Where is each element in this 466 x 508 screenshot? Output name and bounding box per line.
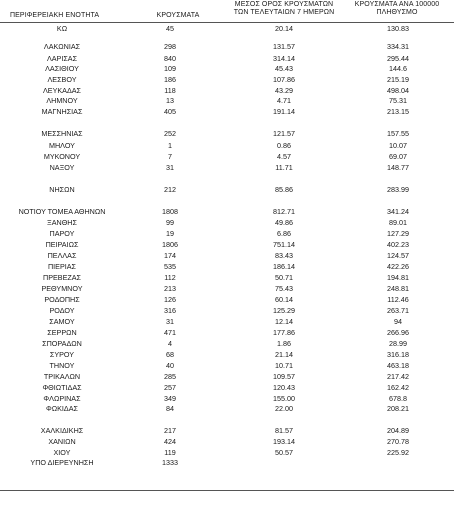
region-cell: ΣΑΜΟΥ	[49, 317, 75, 326]
per100k-cell: 10.07	[389, 141, 407, 150]
table-row	[0, 295, 466, 304]
region-cell: ΣΕΡΡΩΝ	[47, 328, 77, 337]
region-cell: ΤΡΙΚΑΛΩΝ	[43, 372, 81, 381]
per100k-cell: 678.8	[389, 394, 407, 403]
bottom-divider	[0, 490, 454, 491]
region-cell: ΛΕΣΒΟΥ	[47, 75, 77, 84]
table-row	[0, 426, 466, 435]
avg-cell: 191.14	[273, 107, 295, 116]
cases-cell: 1333	[162, 458, 178, 467]
cases-cell: 285	[164, 372, 176, 381]
cases-cell: 424	[164, 437, 176, 446]
cases-cell: 109	[164, 64, 176, 73]
region-cell: ΜΑΓΝΗΣΙΑΣ	[41, 107, 83, 116]
per100k-cell: 422.26	[387, 262, 409, 271]
avg-cell: 125.29	[273, 306, 295, 315]
per100k-cell: 283.99	[387, 185, 409, 194]
per100k-cell: 28.99	[389, 339, 407, 348]
avg-cell: 50.57	[275, 448, 293, 457]
region-cell: ΜΗΛΟΥ	[49, 141, 75, 150]
avg-cell: 50.71	[275, 273, 293, 282]
table-row	[0, 317, 466, 326]
cases-cell: 217	[164, 426, 176, 435]
per100k-cell: 215.19	[387, 75, 409, 84]
avg-cell: 49.86	[275, 218, 293, 227]
per100k-cell: 162.42	[387, 383, 409, 392]
region-cell: ΠΑΡΟΥ	[49, 229, 75, 238]
cases-cell: 84	[166, 404, 174, 413]
per100k-cell: 316.18	[387, 350, 409, 359]
per100k-cell: 75.31	[389, 96, 407, 105]
region-cell: ΧΙΟΥ	[53, 448, 71, 457]
region-cell: ΠΙΕΡΙΑΣ	[47, 262, 76, 271]
region-cell: ΡΕΘΥΜΝΟΥ	[41, 284, 83, 293]
region-cell: ΠΡΕΒΕΖΑΣ	[43, 273, 81, 282]
avg-cell: 81.57	[275, 426, 293, 435]
cases-cell: 212	[164, 185, 176, 194]
table-row	[0, 218, 466, 227]
region-cell: ΝΟΤΙΟΥ ΤΟΜΕΑ ΑΘΗΝΩΝ	[18, 207, 106, 216]
table-row	[0, 458, 466, 467]
cases-cell: 119	[164, 448, 176, 457]
header-cases: ΚΡΟΥΣΜΑΤΑ	[156, 12, 200, 19]
avg-cell: 12.14	[275, 317, 293, 326]
header-avg-7-days	[226, 1, 342, 17]
region-cell: ΚΩ	[56, 24, 68, 33]
header-avg-line2: ΤΩΝ ΤΕΛΕΥΤΑΙΩΝ 7 ΗΜΕΡΩΝ	[233, 9, 335, 16]
avg-cell: 109.57	[273, 372, 295, 381]
table-row	[0, 394, 466, 403]
region-cell: ΛΕΥΚΑΔΑΣ	[42, 86, 81, 95]
table-row	[0, 328, 466, 337]
header-per-line2: ΠΛΗΘΥΣΜΟ	[376, 9, 418, 16]
per100k-cell: 69.07	[389, 152, 407, 161]
avg-cell: 20.14	[275, 24, 293, 33]
avg-cell: 45.43	[275, 64, 293, 73]
table-row	[0, 306, 466, 315]
avg-cell: 83.43	[275, 251, 293, 260]
avg-cell: 11.71	[275, 163, 293, 172]
avg-cell: 6.86	[277, 229, 291, 238]
table-row	[0, 448, 466, 457]
cases-cell: 186	[164, 75, 176, 84]
header-region: ΠΕΡΙΦΕΡΕΙΑΚΗ ΕΝΟΤΗΤΑ	[10, 12, 100, 19]
per100k-cell: 112.46	[387, 295, 409, 304]
table-row	[0, 273, 466, 282]
table-row	[0, 361, 466, 370]
per100k-cell: 144.6	[389, 64, 407, 73]
avg-cell: 131.57	[273, 42, 295, 51]
avg-cell: 121.57	[273, 129, 295, 138]
region-cell: ΧΑΝΙΩΝ	[48, 437, 76, 446]
avg-cell: 4.71	[277, 96, 291, 105]
table-row	[0, 107, 466, 116]
per100k-cell: 334.31	[387, 42, 409, 51]
per100k-cell: 498.04	[387, 86, 409, 95]
per100k-cell: 208.21	[387, 404, 409, 413]
region-cell: ΛΑΣΙΘΙΟΥ	[45, 64, 79, 73]
cases-cell: 68	[166, 350, 174, 359]
table-row	[0, 96, 466, 105]
per100k-cell: 341.24	[387, 207, 409, 216]
table-row	[0, 350, 466, 359]
avg-cell: 120.43	[273, 383, 295, 392]
table-row	[0, 152, 466, 161]
cases-cell: 4	[168, 339, 172, 348]
avg-cell: 10.71	[275, 361, 293, 370]
per100k-cell: 270.78	[387, 437, 409, 446]
cases-cell: 1	[168, 141, 172, 150]
cases-cell: 174	[164, 251, 176, 260]
region-cell: ΛΑΡΙΣΑΣ	[46, 53, 78, 63]
table-row	[0, 404, 466, 413]
avg-cell: 0.86	[277, 141, 291, 150]
avg-cell: 193.14	[273, 437, 295, 446]
cases-cell: 99	[166, 218, 174, 227]
cases-cell: 840	[164, 53, 176, 63]
cases-cell: 13	[166, 96, 174, 105]
table-row	[0, 437, 466, 446]
region-cell: ΝΑΞΟΥ	[49, 163, 75, 172]
cases-cell: 118	[164, 86, 176, 95]
per100k-cell: 127.29	[387, 229, 409, 238]
table-row	[0, 75, 466, 84]
per100k-cell: 157.55	[387, 129, 409, 138]
region-cell: ΡΟΔΟΥ	[49, 306, 75, 315]
table-row	[0, 383, 466, 392]
cases-cell: 19	[166, 229, 174, 238]
avg-cell: 75.43	[275, 284, 293, 293]
region-cell: ΧΑΛΚΙΔΙΚΗΣ	[40, 426, 84, 435]
table-row	[0, 207, 466, 216]
region-cell: ΤΗΝΟΥ	[49, 361, 75, 370]
table-row	[0, 24, 466, 33]
cases-cell: 316	[164, 306, 176, 315]
table-row	[0, 229, 466, 238]
cases-cell: 7	[168, 152, 172, 161]
per100k-cell: 130.83	[387, 24, 409, 33]
cases-cell: 405	[164, 107, 176, 116]
region-cell: ΜΕΣΣΗΝΙΑΣ	[41, 129, 83, 138]
cases-cell: 252	[164, 129, 176, 138]
cases-cell: 535	[164, 262, 176, 271]
region-cell: ΝΗΣΩΝ	[49, 185, 75, 194]
region-cell: ΦΘΙΩΤΙΔΑΣ	[42, 383, 82, 392]
table-row	[0, 185, 466, 194]
avg-cell: 60.14	[275, 295, 293, 304]
table-row	[0, 129, 466, 138]
per100k-cell: 213.15	[387, 107, 409, 116]
avg-cell: 85.86	[275, 185, 293, 194]
avg-cell: 4.57	[277, 152, 291, 161]
avg-cell: 812.71	[273, 207, 295, 216]
cases-cell: 1806	[162, 240, 178, 249]
per100k-cell: 204.89	[387, 426, 409, 435]
avg-cell: 314.14	[273, 53, 295, 63]
cases-cell: 112	[164, 273, 176, 282]
region-cell: ΦΛΩΡΙΝΑΣ	[43, 394, 81, 403]
header-per-100k	[340, 1, 454, 17]
avg-cell: 43.29	[275, 86, 293, 95]
region-cell: ΣΠΟΡΑΔΩΝ	[42, 339, 82, 348]
per100k-cell: 402.23	[387, 240, 409, 249]
per100k-cell: 194.81	[387, 273, 409, 282]
region-cell: ΞΑΝΘΗΣ	[47, 218, 77, 227]
table-row	[0, 86, 466, 95]
per100k-cell: 266.96	[387, 328, 409, 337]
region-cell: ΜΥΚΟΝΟΥ	[43, 152, 81, 161]
table-row	[0, 54, 466, 63]
region-cell: ΣΥΡΟΥ	[49, 350, 75, 359]
per100k-cell: 94	[394, 317, 402, 326]
table-row	[0, 141, 466, 150]
avg-cell: 21.14	[275, 350, 293, 359]
region-cell: ΥΠΟ ΔΙΕΡΕΥΝΗΣΗ	[30, 458, 94, 467]
per100k-cell: 295.44	[387, 53, 409, 63]
per100k-cell: 225.92	[387, 448, 409, 457]
table-row	[0, 372, 466, 381]
per100k-cell: 463.18	[387, 361, 409, 370]
cases-cell: 213	[164, 284, 176, 293]
header-divider	[0, 22, 454, 23]
table-row	[0, 64, 466, 73]
per100k-cell: 263.71	[387, 306, 409, 315]
cases-cell: 257	[164, 383, 176, 392]
table-row	[0, 251, 466, 260]
region-cell: ΠΕΙΡΑΙΩΣ	[45, 240, 79, 249]
table-row	[0, 240, 466, 249]
per100k-cell: 148.77	[387, 163, 409, 172]
region-cell: ΡΟΔΟΠΗΣ	[44, 295, 80, 304]
cases-cell: 349	[164, 394, 176, 403]
avg-cell: 22.00	[275, 404, 293, 413]
region-cell: ΦΩΚΙΔΑΣ	[46, 404, 78, 413]
table-row	[0, 163, 466, 172]
cases-cell: 298	[164, 42, 176, 51]
region-cell: ΠΕΛΛΑΣ	[47, 251, 77, 260]
region-cell: ΛΗΜΝΟΥ	[46, 96, 78, 105]
region-cell: ΛΑΚΩΝΙΑΣ	[43, 42, 81, 51]
table-row	[0, 42, 466, 51]
cases-cell: 31	[166, 317, 174, 326]
cases-cell: 45	[166, 24, 174, 33]
per100k-cell: 89.01	[389, 218, 407, 227]
table-row	[0, 339, 466, 348]
avg-cell: 186.14	[273, 262, 295, 271]
cases-cell: 40	[166, 361, 174, 370]
header-per-line1: ΚΡΟΥΣΜΑΤΑ ΑΝΑ 100000	[354, 1, 440, 8]
cases-cell: 31	[166, 163, 174, 172]
per100k-cell: 124.57	[387, 251, 409, 260]
cases-cell: 471	[164, 328, 176, 337]
avg-cell: 1.86	[277, 339, 291, 348]
avg-cell: 107.86	[273, 75, 295, 84]
avg-cell: 751.14	[273, 240, 295, 249]
per100k-cell: 217.42	[387, 372, 409, 381]
table-row	[0, 262, 466, 271]
cases-cell: 1808	[162, 207, 178, 216]
table-row	[0, 284, 466, 293]
avg-cell: 177.86	[273, 328, 295, 337]
cases-cell: 126	[164, 295, 176, 304]
header-avg-line1: ΜΕΣΟΣ ΟΡΟΣ ΚΡΟΥΣΜΑΤΩΝ	[234, 1, 334, 8]
avg-cell: 155.00	[273, 394, 295, 403]
per100k-cell: 248.81	[387, 284, 409, 293]
